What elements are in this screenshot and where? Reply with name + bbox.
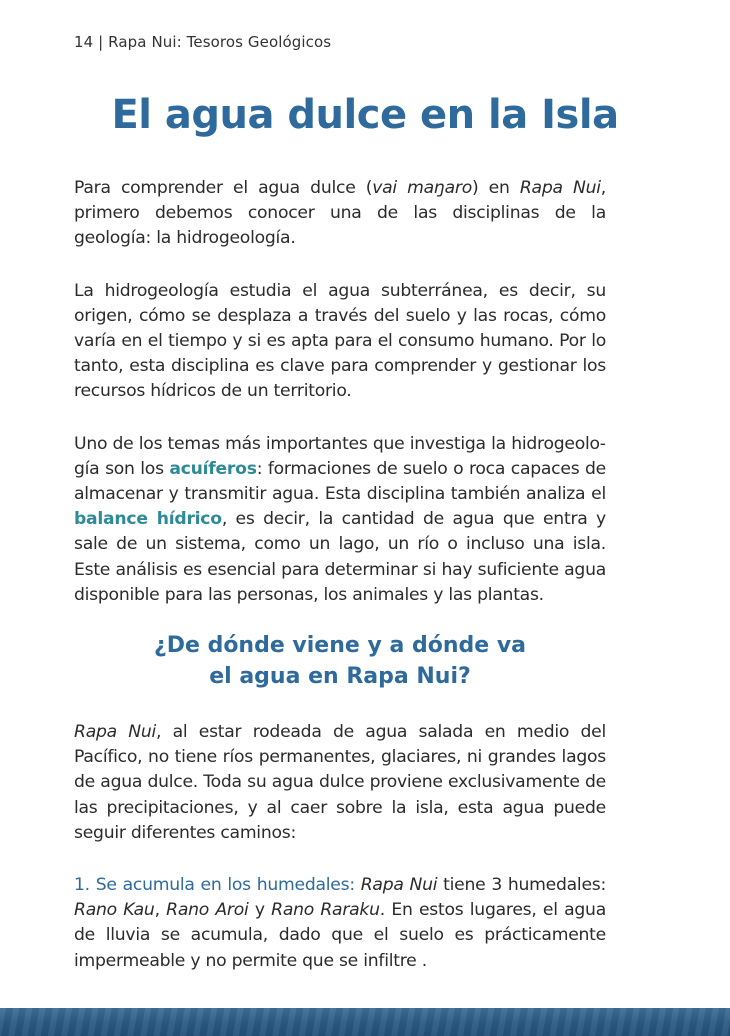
text-run: tiene 3 humedales: [437, 875, 607, 896]
text-run: Uno de los temas más importantes que investiga la hidrogeología son los [74, 433, 606, 479]
paragraph-aquifers [74, 432, 606, 608]
text-run: ) en [471, 178, 520, 198]
running-header: 14 | Rapa Nui: Tesoros Geológicos [74, 33, 332, 51]
text-run: , primero debemos conocer una de las disciplinas de la geología: la hidrogeología. [74, 178, 606, 249]
italic-term: Rano Raraku [271, 900, 380, 921]
highlight-term-water-balance: balance hídrico [74, 509, 222, 530]
italic-term: Rano Aroi [166, 900, 249, 921]
section-heading [74, 630, 606, 692]
paragraph-rainwater [74, 720, 606, 846]
text-run: Para comprender el agua dulce ( [74, 178, 373, 198]
italic-term: Rapa Nui [74, 722, 157, 743]
text-run: , es decir, la cantidad de agua que entra y sale de un sistema, como un lago, un río o incluso una isla. Este análisis es esencial para determinar si hay suficiente agua disponible para las personas, los animales y las plantas. [74, 509, 606, 605]
italic-term: Rano Kau [74, 900, 155, 921]
text-run: , [154, 900, 167, 921]
italic-term: vai maŋaro [372, 178, 472, 198]
page-title: El agua dulce en la Isla [111, 92, 619, 138]
paragraph-intro [74, 176, 606, 252]
paragraph-hydrogeology: La hidrogeología estudia el agua subterránea, es decir, su origen, cómo se desplaza a través del suelo y las rocas, cómo varía en el tiempo y si es apta para el consumo humano. Por lo tanto, esta disciplina es clave para comprender y gestionar los recursos hídricos de un territorio. [74, 280, 606, 402]
footer-band [0, 1008, 730, 1036]
text-run: , al estar rodeada de agua salada en medio del Pacífico, no tiene ríos permanentes, glaciares, ni grandes lagos de agua dulce. Toda su agua dulce proviene exclusivamente de las precipitaciones, y al caer sobre la isla, esta agua puede seguir diferentes caminos: [74, 722, 607, 843]
body-text [74, 176, 606, 1001]
section-heading-line-1: ¿De dónde viene y a dónde va [153, 633, 527, 659]
section-heading-line-2: el agua en Rapa Nui? [209, 664, 471, 690]
paragraph-wetlands [74, 873, 606, 974]
text-run: : formaciones de suelo o roca capaces de almacenar y transmitir agua. Esta disciplina también analiza el [74, 458, 606, 505]
text-run: . En estos lugares, el agua de lluvia se acumula, dado que el suelo es prácticamente impermeable y no permite que se infiltre . [74, 900, 606, 971]
italic-term: Rapa Nui [360, 875, 438, 896]
step-label: 1. Se acumula en los humedales: [74, 875, 355, 896]
italic-term: Rapa Nui [519, 178, 601, 198]
text-run: y [248, 900, 272, 921]
highlight-term-aquifers: acuíferos [169, 458, 257, 479]
